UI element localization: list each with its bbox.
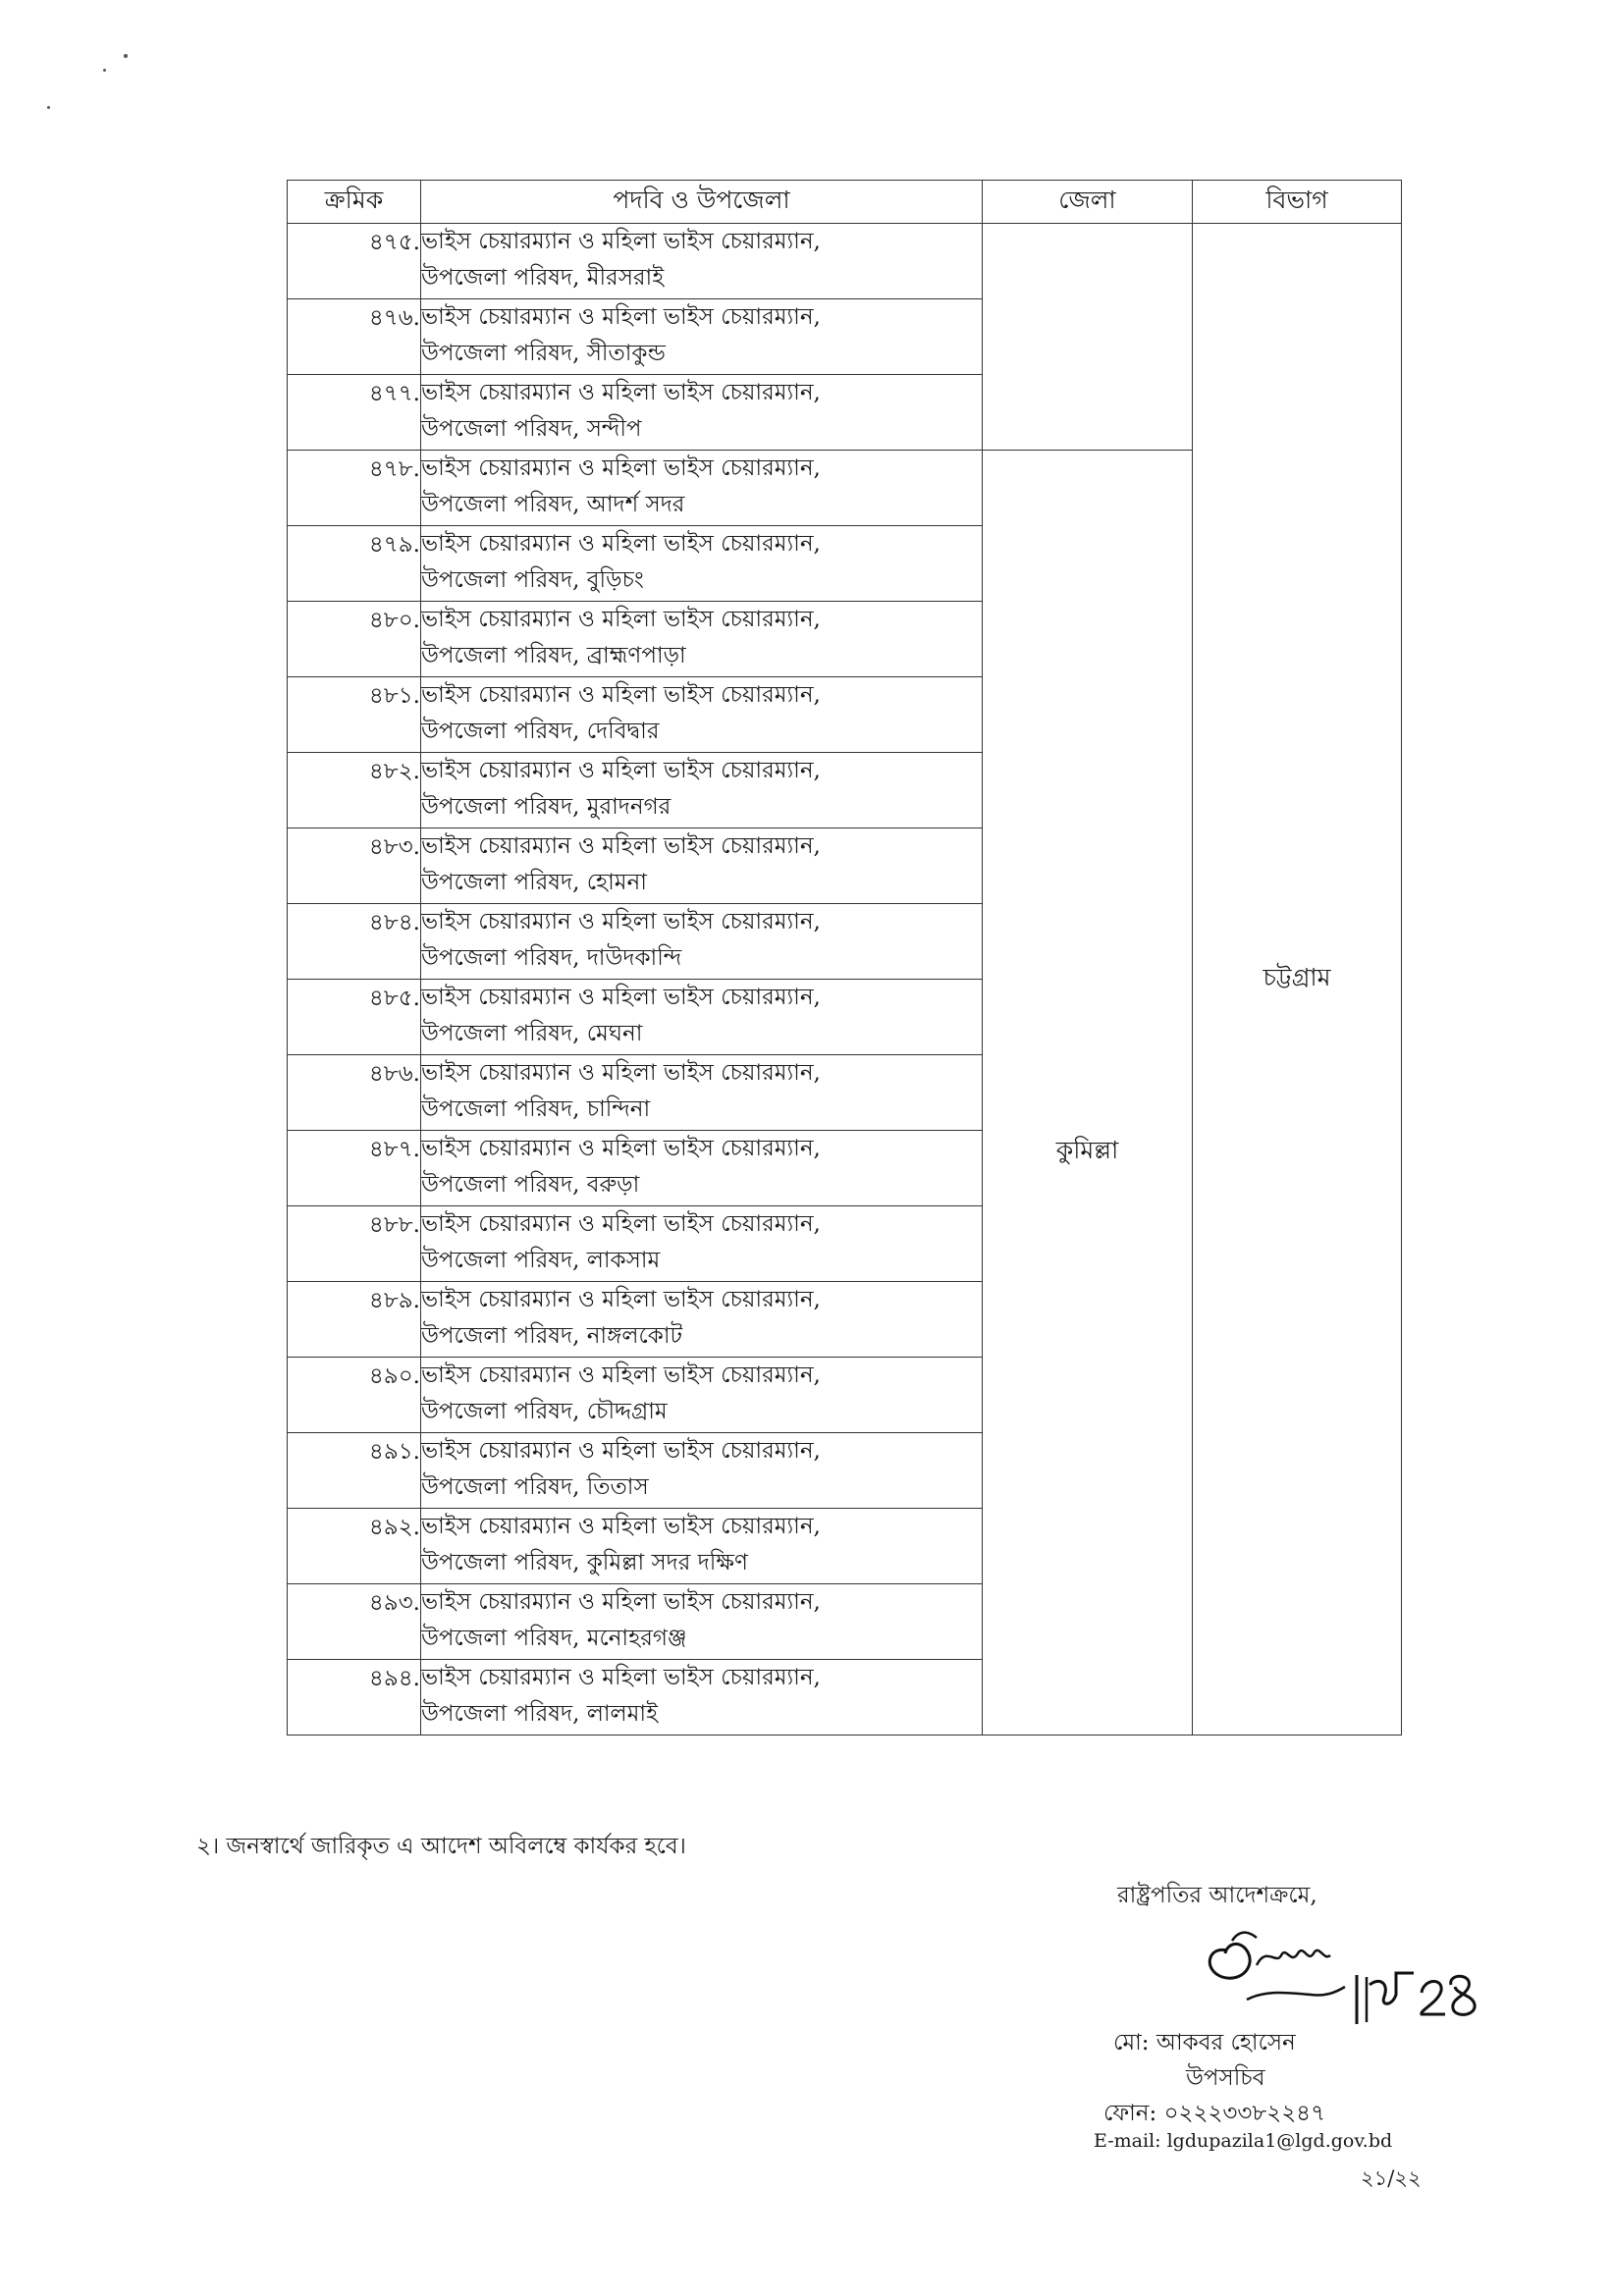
email-address: E-mail: lgdupazila1@lgd.gov.bd xyxy=(1094,2130,1393,2152)
post-upazila-cell xyxy=(421,1206,983,1282)
upazila-line: উপজেলা পরিষদ, মনোহরগঞ্জ xyxy=(421,1626,687,1651)
district-cell: কুমিল্লা xyxy=(983,451,1193,1735)
post-line: ভাইস চেয়ারম্যান ও মহিলা ভাইস চেয়ারম্যান, xyxy=(421,1287,821,1312)
post-line: ভাইস চেয়ারম্যান ও মহিলা ভাইস চেয়ারম্যান, xyxy=(421,380,821,405)
post-upazila-cell xyxy=(421,677,983,753)
upazila-line: উপজেলা পরিষদ, বরুড়া xyxy=(421,1172,640,1198)
serial-cell: ৪৯৪. xyxy=(288,1660,421,1735)
post-upazila-cell xyxy=(421,1433,983,1509)
upazila-line: উপজেলা পরিষদ, আদর্শ সদর xyxy=(421,492,685,517)
scan-speck xyxy=(124,54,128,58)
post-line: ভাইস চেয়ারম্যান ও মহিলা ভাইস চেয়ারম্যান, xyxy=(421,682,821,708)
post-upazila-cell xyxy=(421,299,983,375)
post-upazila-cell xyxy=(421,1509,983,1584)
table-header-row xyxy=(288,181,1402,224)
signatory-name: মো: আকবর হোসেন xyxy=(1113,2030,1296,2056)
upazila-line: উপজেলা পরিষদ, তিতাস xyxy=(421,1474,649,1500)
serial-cell: ৪৭৬. xyxy=(288,299,421,375)
post-upazila-cell xyxy=(421,375,983,451)
scan-speck xyxy=(103,69,106,72)
post-line: ভাইস চেয়ারম্যান ও মহিলা ভাইস চেয়ারম্যান, xyxy=(421,1589,821,1615)
serial-cell: ৪৮২. xyxy=(288,753,421,828)
upazila-line: উপজেলা পরিষদ, দাউদকান্দি xyxy=(421,945,682,971)
upazila-line: উপজেলা পরিষদ, নাঙ্গলকোট xyxy=(421,1323,683,1349)
serial-cell: ৪৮৪. xyxy=(288,904,421,980)
post-line: ভাইস চেয়ারম্যান ও মহিলা ভাইস চেয়ারম্যান, xyxy=(421,607,821,632)
table-row xyxy=(288,224,1402,299)
upazila-line: উপজেলা পরিষদ, মুরাদনগর xyxy=(421,794,672,820)
post-upazila-cell xyxy=(421,904,983,980)
header-division: বিভাগ xyxy=(1193,181,1402,224)
page-number: ২১/২২ xyxy=(1361,2166,1422,2190)
serial-cell: ৪৮৩. xyxy=(288,828,421,904)
upazila-line: উপজেলা পরিষদ, কুমিল্লা সদর দক্ষিণ xyxy=(421,1550,748,1575)
post-upazila-cell xyxy=(421,1660,983,1735)
upazila-line: উপজেলা পরিষদ, সন্দীপ xyxy=(421,416,642,442)
post-line: ভাইস চেয়ারম্যান ও মহিলা ভাইস চেয়ারম্যান, xyxy=(421,1438,821,1464)
post-line: ভাইস চেয়ারম্যান ও মহিলা ভাইস চেয়ারম্যান, xyxy=(421,1362,821,1388)
header-post-upazila: পদবি ও উপজেলা xyxy=(421,181,983,224)
serial-cell: ৪৮১. xyxy=(288,677,421,753)
upazila-line: উপজেলা পরিষদ, মেঘনা xyxy=(421,1021,643,1046)
post-upazila-cell xyxy=(421,828,983,904)
post-line: ভাইস চেয়ারম্যান ও মহিলা ভাইস চেয়ারম্যান, xyxy=(421,304,821,330)
upazila-line: উপজেলা পরিষদ, চৌদ্দগ্রাম xyxy=(421,1399,668,1424)
post-line: ভাইস চেয়ারম্যান ও মহিলা ভাইস চেয়ারম্যান, xyxy=(421,985,821,1010)
scan-speck xyxy=(47,106,50,109)
serial-cell: ৪৮৯. xyxy=(288,1282,421,1358)
post-line: ভাইস চেয়ারম্যান ও মহিলা ভাইস চেয়ারম্যান, xyxy=(421,229,821,254)
upazila-line: উপজেলা পরিষদ, চান্দিনা xyxy=(421,1096,651,1122)
serial-cell: ৪৯৩. xyxy=(288,1584,421,1660)
serial-cell: ৪৮৫. xyxy=(288,980,421,1055)
post-line: ভাইস চেয়ারম্যান ও মহিলা ভাইস চেয়ারম্যান, xyxy=(421,1060,821,1086)
upazila-line: উপজেলা পরিষদ, লাকসাম xyxy=(421,1248,661,1273)
post-upazila-cell xyxy=(421,451,983,526)
post-line: ভাইস চেয়ারম্যান ও মহিলা ভাইস চেয়ারম্যান, xyxy=(421,758,821,783)
signatory-designation: উপসচিব xyxy=(1186,2065,1265,2091)
post-upazila-cell xyxy=(421,526,983,602)
post-upazila-cell xyxy=(421,1055,983,1131)
serial-cell: ৪৮৮. xyxy=(288,1206,421,1282)
post-line: ভাইস চেয়ারম্যান ও মহিলা ভাইস চেয়ারম্যান, xyxy=(421,909,821,934)
serial-cell: ৪৭৭. xyxy=(288,375,421,451)
serial-cell: ৪৮৭. xyxy=(288,1131,421,1206)
header-district: জেলা xyxy=(983,181,1193,224)
handwritten-signature xyxy=(1188,1916,1482,2024)
serial-cell: ৪৯২. xyxy=(288,1509,421,1584)
post-upazila-cell xyxy=(421,224,983,299)
phone-number: ফোন: ০২২২৩৩৮২২৪৭ xyxy=(1103,2101,1326,2126)
post-upazila-cell xyxy=(421,753,983,828)
upazila-line: উপজেলা পরিষদ, সীতাকুন্ড xyxy=(421,341,666,366)
district-cell-empty xyxy=(983,224,1193,451)
header-serial: ক্রমিক xyxy=(288,181,421,224)
post-line: ভাইস চেয়ারম্যান ও মহিলা ভাইস চেয়ারম্যান, xyxy=(421,1136,821,1161)
post-upazila-cell xyxy=(421,980,983,1055)
post-upazila-cell xyxy=(421,1584,983,1660)
post-line: ভাইস চেয়ারম্যান ও মহিলা ভাইস চেয়ারম্যান, xyxy=(421,1514,821,1539)
upazila-table xyxy=(287,180,1402,1735)
post-upazila-cell xyxy=(421,602,983,677)
serial-cell: ৪৯০. xyxy=(288,1358,421,1433)
post-upazila-cell xyxy=(421,1131,983,1206)
paragraph-2: ২। জনস্বার্থে জারিকৃত এ আদেশ অবিলম্বে কার্যকর হবে। xyxy=(196,1834,686,1859)
post-line: ভাইস চেয়ারম্যান ও মহিলা ভাইস চেয়ারম্যান, xyxy=(421,1211,821,1237)
serial-cell: ৪৯১. xyxy=(288,1433,421,1509)
serial-cell: ৪৭৮. xyxy=(288,451,421,526)
upazila-line: উপজেলা পরিষদ, লালমাই xyxy=(421,1701,659,1727)
upazila-line: উপজেলা পরিষদ, মীরসরাই xyxy=(421,265,665,291)
post-line: ভাইস চেয়ারম্যান ও মহিলা ভাইস চেয়ারম্যান, xyxy=(421,1665,821,1690)
post-upazila-cell xyxy=(421,1282,983,1358)
post-line: ভাইস চেয়ারম্যান ও মহিলা ভাইস চেয়ারম্যান, xyxy=(421,455,821,481)
upazila-line: উপজেলা পরিষদ, দেবিদ্বার xyxy=(421,719,660,744)
upazila-line: উপজেলা পরিষদ, হোমনা xyxy=(421,870,647,895)
upazila-line: উপজেলা পরিষদ, বুড়িচং xyxy=(421,567,644,593)
order-line: রাষ্ট্রপতির আদেশক্রমে, xyxy=(1117,1883,1317,1908)
post-line: ভাইস চেয়ারম্যান ও মহিলা ভাইস চেয়ারম্যান, xyxy=(421,833,821,859)
upazila-line: উপজেলা পরিষদ, ব্রাহ্মণপাড়া xyxy=(421,643,686,668)
post-line: ভাইস চেয়ারম্যান ও মহিলা ভাইস চেয়ারম্যান, xyxy=(421,531,821,557)
serial-cell: ৪৮৬. xyxy=(288,1055,421,1131)
division-cell: চট্টগ্রাম xyxy=(1193,224,1402,1735)
serial-cell: ৪৭৫. xyxy=(288,224,421,299)
serial-cell: ৪৮০. xyxy=(288,602,421,677)
post-upazila-cell xyxy=(421,1358,983,1433)
serial-cell: ৪৭৯. xyxy=(288,526,421,602)
